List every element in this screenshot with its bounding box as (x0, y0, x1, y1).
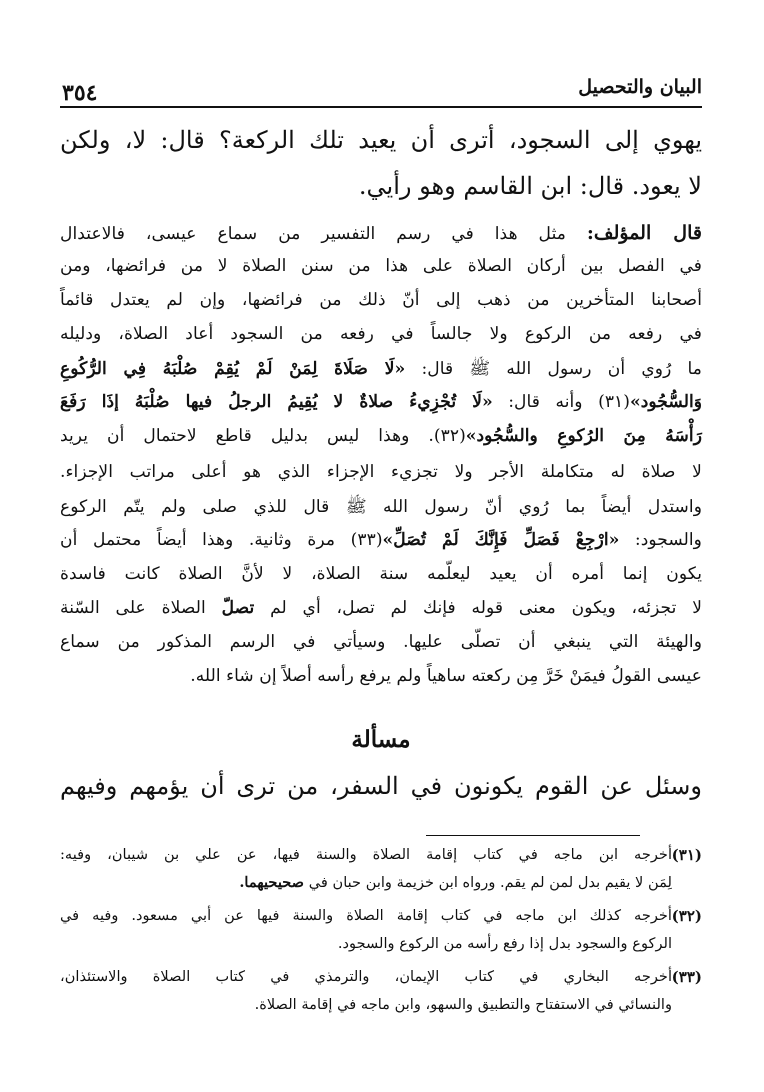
footnote-number: (٣١) (671, 846, 702, 864)
text-span: (٣٣) مرة وثانية. وهذا أيضاً محتمل أن (60, 530, 383, 550)
section-heading: مسألة (351, 726, 411, 753)
footnote-line: أخرجه ابن ماجه في كتاب إقامة الصلاة والسنة فيها، عن علي بن شيبان، وفيه: (60, 846, 672, 863)
text-line: أصحابنا المتأخرين من ذهب إلى أنّ ذلك من فرائضها، وإن لم يعتدل قائماً (60, 290, 702, 310)
text-line (60, 598, 702, 618)
footnote-separator (426, 835, 640, 836)
text-line: يكون إنما أمره أن يعيد ليعلّمه سنة الصلاة، لا لأنَّ الصلاة كانت فاسدة (60, 564, 702, 584)
text-line (60, 392, 702, 412)
hadith-quote: «ارْجِعْ فَصَلِّ فَإِنَّكَ لَمْ تُصَلِّ» (382, 530, 620, 550)
text-line (60, 426, 702, 446)
text-line: لا يعود. قال: ابن القاسم وهو رأيي. (358, 172, 702, 200)
footnote-number: (٣٢) (671, 907, 702, 925)
running-header (60, 70, 702, 108)
text-line (60, 358, 702, 383)
text-line: في رفعه من الركوع ولا جالساً في رفعه من السجود أعاد الصلاة، ودليله (60, 324, 702, 344)
footnote-line (60, 874, 672, 891)
text-line: وسئل عن القوم يكونون في السفر، من ترى أن يؤمهم وفيهم (60, 772, 702, 800)
footnote-line: الركوع والسجود بدل إذا رفع رأسه من الركوع والسجود. (337, 935, 672, 952)
text-span: ما رُوي أن رسول الله ﷺ قال: (421, 359, 703, 379)
hadith-quote: وَالسُّجُود» (630, 392, 703, 412)
text-span: لا تجزئه، ويكون معنى قوله فإنك لم تصل، أي لم (270, 598, 703, 618)
text-span: والسجود: (634, 530, 702, 550)
book-title: البيان والتحصيل (578, 76, 702, 98)
emphasis: صحيحيهما. (239, 874, 305, 891)
footnote-line: والنسائي في الاستفتاح والتطبيق والسهو، وابن ماجه في إقامة الصلاة. (254, 996, 672, 1013)
author-label: قال المؤلف: (586, 222, 702, 244)
text-span: مثل هذا في رسم التفسير من سماع عيسى، فالاعتدال (60, 224, 566, 244)
footnote-number: (٣٣) (671, 968, 702, 986)
text-line: عيسى القولُ فيمَنْ خَرَّ مِن ركعته ساهياً ولم يرفع رأسه أصلاً إن شاء الله. (190, 666, 702, 686)
text-line (60, 530, 702, 550)
footnote-line: أخرجه كذلك ابن ماجه في كتاب إقامة الصلاة والسنة فيها عن أبي مسعود. وفيه في (60, 907, 672, 924)
text-line: لا صلاة له متكاملة الأجر ولا تجزيء الإجزاء الذي هو أعلى مراتب الإجزاء. (60, 462, 702, 482)
text-span: لِمَن لا يقيم بدل لمن لم يقم. ورواه ابن خزيمة وابن حبان في (308, 874, 672, 891)
text-line: يهوي إلى السجود، أترى أن يعيد تلك الركعة؟ قال: لا، ولكن (60, 126, 702, 154)
hadith-quote: «لَا صَلَاةَ لِمَنْ لَمْ يُقِمْ صُلْبَهُ فِي الرُّكُوعِ (60, 359, 406, 379)
text-line: في الفصل بين أركان الصلاة على هذا من سنن الصلاة لا من فرائضها، ومن (60, 256, 702, 276)
text-line: واستدل أيضاً بما رُوي أنّ رسول الله ﷺ قال للذي صلى ولم يتّم الركوع (60, 497, 702, 517)
footnote-line: أخرجه البخاري في كتاب الإيمان، والترمذي في كتاب الصلاة والاستئذان، (60, 968, 672, 985)
text-line: والهيئة التي ينبغي أن تصلّى عليها. وسيأتي في الرسم المذكور من سماع (60, 632, 702, 652)
emphasis: تصلّ (221, 598, 255, 618)
hadith-quote: «لَا تُجْزِيءُ صلاةٌ لا يُقِيمُ الرجلُ فيها صُلْبَهُ إذَا رَفَعَ (60, 392, 493, 412)
hadith-quote: رَأْسَهُ مِنَ الرُكوعِ والسُّجُود» (465, 426, 702, 446)
text-span: (٣١) وأنه قال: (508, 392, 630, 412)
text-span: (٣٢). وهذا ليس بدليل قاطع لاحتمال أن يريد (60, 426, 466, 446)
page-number: ٣٥٤ (62, 80, 98, 106)
text-line (60, 222, 702, 244)
text-span: الصلاة على السّنة (60, 598, 206, 618)
